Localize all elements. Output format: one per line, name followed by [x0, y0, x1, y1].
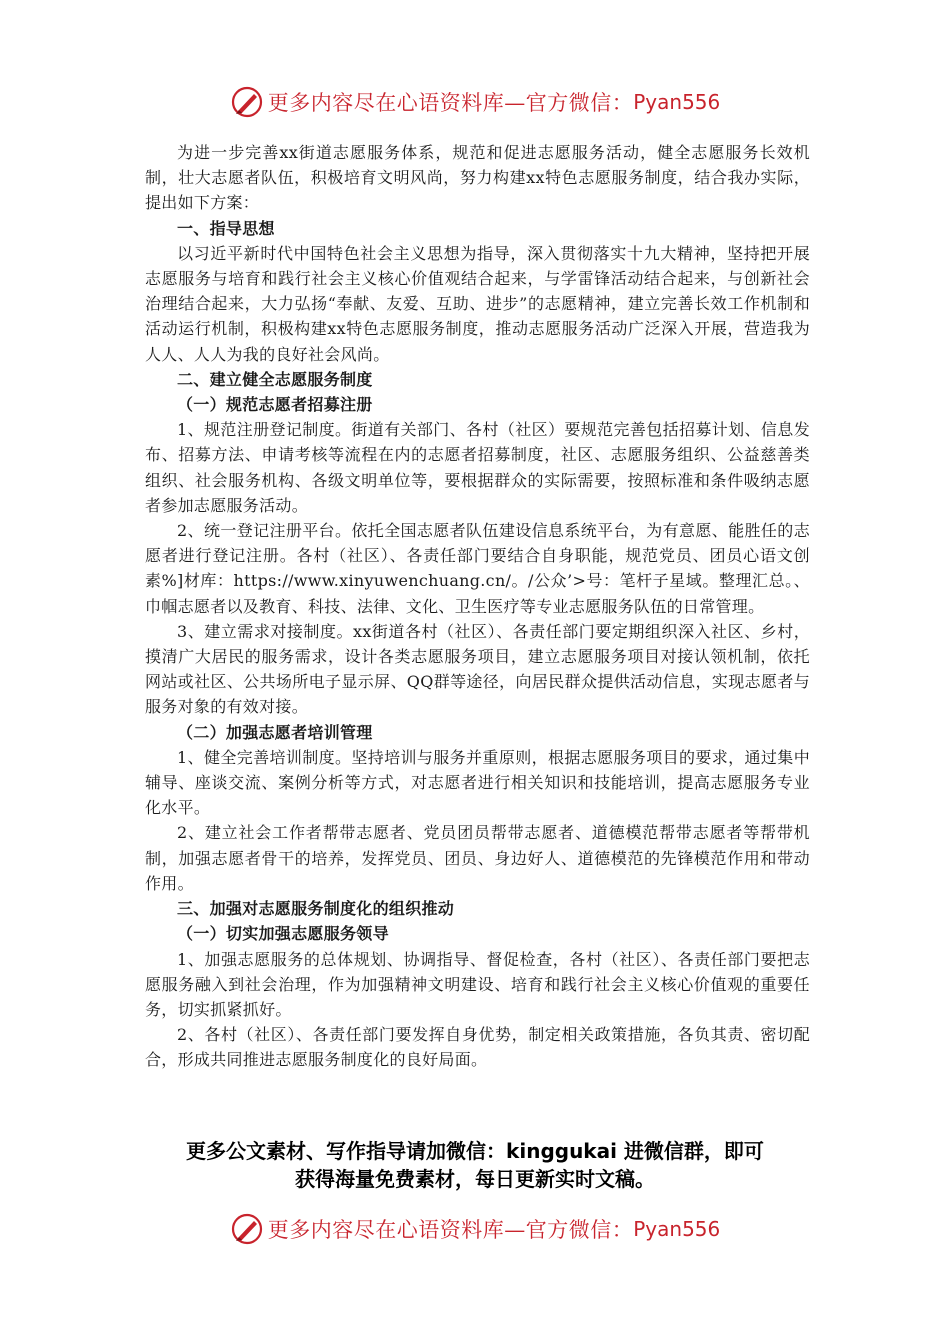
banner-text: 更多内容尽在心语资料库—官方微信：	[267, 91, 634, 115]
promo-line-1: 更多公文素材、写作指导请加微信：kinggukai 进微信群，即可	[186, 1139, 764, 1163]
section2-sub1-paragraph-1: 1、规范注册登记制度。街道有关部门、各村（社区）要规范完善包括招募计划、信息发布、招募方法、申请考核等流程在内的志愿者招募制度，社区、志愿服务组织、公益慈善类组织、社会服务机构、各级文明单位等，要根据群众的实际需要，按照标准和条件吸纳志愿者参加志愿服务活动。	[145, 420, 810, 515]
section2-heading: 二、建立健全志愿服务制度	[177, 369, 373, 389]
document-body	[145, 140, 810, 1073]
banner-wechat-id: Pyan556	[633, 90, 721, 114]
promo-line-2: 获得海量免费素材，每日更新实时文稿。	[295, 1167, 655, 1191]
section2-sub1-heading: （一）规范志愿者招募注册	[177, 395, 373, 415]
section3-sub1-heading: （一）切实加强志愿服务领导	[177, 924, 389, 944]
section2-sub2-heading: （二）加强志愿者培训管理	[177, 722, 373, 742]
intro-paragraph: 为进一步完善xx街道志愿服务体系，规范和促进志愿服务活动，健全志愿服务长效机制，壮大志愿者队伍，积极培育文明风尚，努力构建xx特色志愿服务制度，结合我办实际，提出如下方案：	[145, 143, 810, 213]
banner-text: 更多内容尽在心语资料库—官方微信：	[267, 1218, 634, 1242]
section2-sub2-paragraph-2: 2、建立社会工作者帮带志愿者、党员团员帮带志愿者、道德模范帮带志愿者等帮带机制，加强志愿者骨干的培养，发挥党员、团员、身边好人、道德模范的先锋模范作用和带动作用。	[145, 823, 810, 893]
section2-sub1-paragraph-3: 3、建立需求对接制度。xx街道各村（社区）、各责任部门要定期组织深入社区、乡村，摸清广大居民的服务需求，设计各类志愿服务项目，建立志愿服务项目对接认领机制，依托网站或社区、公共场所电子显示屏、QQ群等途径，向居民群众提供活动信息，实现志愿者与服务对象的有效对接。	[145, 621, 810, 717]
pen-logo-icon	[230, 85, 264, 119]
section3-sub1-paragraph-2: 2、各村（社区）、各责任部门要发挥自身优势，制定相关政策措施，各负其责、密切配合，形成共同推进志愿服务制度化的良好局面。	[145, 1025, 810, 1070]
header-banner	[0, 82, 950, 122]
section2-sub1-paragraph-2: 2、统一登记注册平台。依托全国志愿者队伍建设信息系统平台，为有意愿、能胜任的志愿者进行登记注册。各村（社区）、各责任部门要结合自身职能，规范党员、团员心语文创素%]材库：https://www.xinyuwenchuang.cn/。/公众’>号：笔杆子星域。整理汇总。、巾帼志愿者以及教育、科技、法律、文化、卫生医疗等专业志愿服务队伍的日常管理。	[145, 521, 810, 616]
section3-heading: 三、加强对志愿服务制度化的组织推动	[177, 899, 455, 919]
section1-heading: 一、指导思想	[177, 218, 275, 238]
promo-notice	[120, 1137, 830, 1193]
footer-banner	[0, 1209, 950, 1249]
section2-sub2-paragraph-1: 1、健全完善培训制度。坚持培训与服务并重原则，根据志愿服务项目的要求，通过集中辅导、座谈交流、案例分析等方式，对志愿者进行相关知识和技能培训，提高志愿服务专业化水平。	[145, 747, 810, 818]
pen-logo-icon	[230, 1212, 264, 1246]
banner-wechat-id: Pyan556	[633, 1217, 721, 1241]
section3-sub1-paragraph-1: 1、加强志愿服务的总体规划、协调指导、督促检查，各村（社区）、各责任部门要把志愿服务融入到社会治理，作为加强精神文明建设、培育和践行社会主义核心价值观的重要任务，切实抓紧抓好。	[145, 949, 810, 1019]
section1-paragraph: 以习近平新时代中国特色社会主义思想为指导，深入贯彻落实十九大精神，坚持把开展志愿服务与培育和践行社会主义核心价值观结合起来，与学雷锋活动结合起来，与创新社会治理结合起来，大力弘扬“奉献、友爱、互助、进步”的志愿精神，建立完善长效工作机制和活动运行机制，积极构建xx特色志愿服务制度，推动志愿服务活动广泛深入开展，营造我为人人、人人为我的良好社会风尚。	[145, 243, 810, 364]
